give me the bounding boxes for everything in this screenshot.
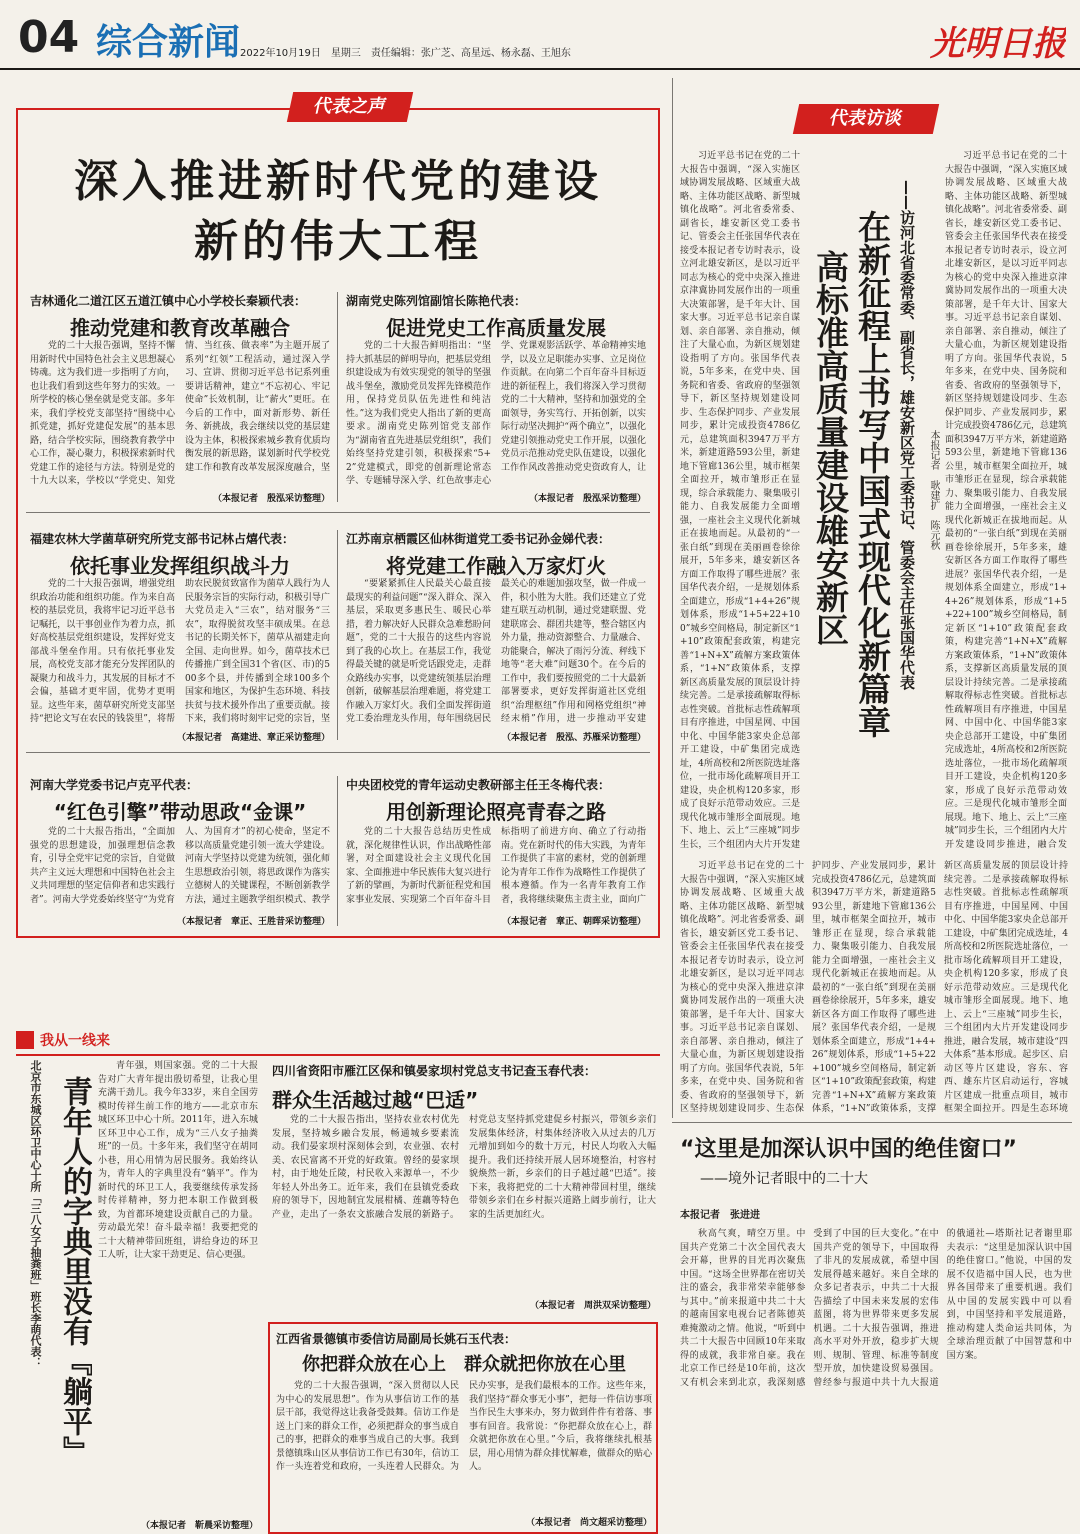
article-title: 促进党史工作高质量发展 <box>386 316 606 340</box>
frontline-body: 青年强，则国家强。党的二十大报告对广大青年提出殷切希望，让我心里充满干劲儿。我今年33岁，来自全国劳模时传祥生前工作的地方——北京市东城区环卫中心十所。2011年，进入东城区环卫中心工作，成为“三八女子抽粪班”的一员。十多年来，我们坚守在胡同小巷，用心用情为居民服务。我始终认为，青年人的字典里没有“躺平”。作为新时代的环卫工人，我要继续传承发扬时传祥精神，努力把本职工作做到极致，为首都环境建设贡献自己的力量。劳动最光荣！奋斗最幸福！我要把党的二十大精神带回班组，讲给身边的环卫工人听，让大家干劲更足、信心更强。 <box>98 1061 258 1260</box>
frontline-ribbon: 我从一线来 <box>40 1033 110 1049</box>
article-byline: （本报记者 章正、王胜昔采访整理） <box>176 917 330 927</box>
article-body: 党的二十大报告总结历史性成就，深化规律性认识，作出战略性部署，对全面建设社会主义现代化国家、全面推进中华民族伟大复兴进行了新的擘画，为新时代新征程党和国家事业发展、实现第二个百年奋斗目标指明了前进方向、确立了行动指南。党在新时代的伟大实践，为青年工作提供了丰富的素材，党的创新理论为青年工作作为战略性工作提供了根本遵循。作为一名青年教育工作者，我将继续聚焦主责主业，面向广 <box>346 827 646 905</box>
voice-headline <box>30 152 646 272</box>
window-reporter: 本报记者 张进进 <box>680 1210 760 1221</box>
article-body: 党的二十大报告强调，增强党组织政治功能和组织功能。作为来自高校的基层党员，我将牢记习近平总书记嘱托，以干事创业作为着力点，抓好高校基层党组织建设，发挥好党支部战斗堡垒作用。只有依托事业发展，高校党支部才能充分发挥团队的凝聚力和战斗力，其发展的目标才不会偏，基础才更牢固，优势才更明显。这些年来，菌草研究所党支部坚持“把论文写在农民的钱袋里”，将帮助农民脱贫致富作为菌草人践行为人民服务宗旨的实际行动，积极引导广大党员走入“三农”，结对服务“三农”，取得脱贫攻坚丰硕成果。在总书记的长期关怀下，菌草从福建走向全国、走向世界。如今，菌草技术已传播推广到全国31个省(区、市)的500多个县，并传播到全球100多个国家和地区，为保护生态环境、科技扶贫与技术援外作出了重要贡献。接下来，我们将时刻牢记党的宗旨，坚 <box>30 579 330 724</box>
interview-headline-col2: 高标准高质量建设雄安新区 <box>811 250 850 646</box>
voice-tag: 代表之声 <box>287 92 413 122</box>
article-byline: （本报记者 殷泓采访整理） <box>528 494 646 504</box>
article-body: 党的二十大报告指出，坚持农业农村优先发展，坚持城乡融合发展，畅通城乡要素流动。我们晏家坝村深刻体会到，农业强、农村美、农民富离不开党的好政策。曾经的晏家坝村，由于地处丘陵，村民收入来源单一，不少年轻人外出务工。近年来，我们在县镇党委政府的领导下，因地制宜发展柑橘、莲藕等特色产业，走出了一条农文旅融合发展的新路子。村党总支坚持抓党建促乡村振兴，带领乡亲们发展集体经济，村集体经济收入从过去的几万元增加到如今的数十万元，村民人均收入大幅提升。我们还持续开展人居环境整治，村容村貌焕然一新，乡亲们的日子越过越“巴适”。接下来，我将把党的二十大精神带回村里，继续带领乡亲们在乡村振兴道路上阔步前行，让大家的生活更加红火。 <box>272 1115 656 1220</box>
article-body: 党的二十大报告强调，“深入贯彻以人民为中心的发展思想”。作为从事信访工作的基层干部，我觉得这让我备受鼓舞。信访工作是送上门来的群众工作，必须把群众的事当成自己的事，把群众的难事当成自己的大事。我到景德镇珠山区从事信访工作已有30年，信访工作一头连着党和政府，一头连着人民群众。为民办实事，是我们最根本的工作。这些年来，我们坚持“群众事无小事”，把每一件信访事项当作民生大事来办，努力做到件件有着落、事事有回音。我常说：“你把群众放在心上，群众就把你放在心里。”今后，我将继续扎根基层，用心用情为群众排忧解难，做群众的贴心人。 <box>276 1381 652 1472</box>
article-title: 群众生活越过越“巴适” <box>272 1088 479 1112</box>
column-divider <box>337 530 338 740</box>
frontline-headline: 青年人的字典里没有『躺平』 <box>57 1076 92 1466</box>
article-byline: （本报记者 周洪双采访整理） <box>529 1301 656 1311</box>
interview-body-lower: 习近平总书记在党的二十大报告中强调，“深入实施区域协调发展战略、区域重大战略、主体功能区战略、新型城镇化战略”。河北省委常委、副省长，雄安新区党工委书记、管委会主任张国华代表在接受本报记者专访时表示，设立河北雄安新区，是以习近平同志为核心的党中央深入推进京津冀协同发展作出的一项重大决策部署，是千年大计、国家大事。习近平总书记亲自谋划、亲自部署、亲自推动，倾注了大量心血，为新区规划建设指明了方向。张国华代表说，5年多来，在党中央、国务院和省委、省政府的坚强领导下，新区坚持规划建设同步、生态保护同步、产业发展同步，累计完成投资4786亿元，总建筑面积3947万平方米，新建道路593公里，新建地下管廊136公里，城市框架全面拉开，城市雏形正在显现，综合承载能力、聚集吸引能力、自我发展能力全面增强，一座社会主义现代化新城正在拔地而起。从最初的“一张白纸”到现在美丽画卷徐徐展开，5年多来，雄安新区各方面工作取得了哪些进展？张国华代表介绍，一是规划体系全面建立，形成“1+4+26”规划体系，形成“1+5+22+100”城乡空间格局，制定新区“1+10”政策配套政策，构建完善“1+N+X”疏解方案政策体系，“1+N”政策体系，支撑新区高质量发展的顶层设计持续完善。二是承接疏解取得标志性突破。首批标志性疏解项目有序推进，中国星网、中国中化、中国华能3家央企总部开工建设，中矿集团完成选址，4所高校和2所医院选址落位，一批市场化疏解项目开工建设，央企机构120多家，形成了良好示范带动效应。三是现代化城市雏形全面展现。地下、地上、云上“三座城”同步生长，三个组团内大片开发建设同步推进，融合发展，城市建设“四大体系”基本形成。起步区、启动区等片区建设，容东、容西、雄东片区启动运行，容城片区建成一批重点项目，城市框架全面拉开。四是生态环境 <box>680 861 1068 1114</box>
article-byline: （本报记者 殷泓采访整理） <box>212 494 330 504</box>
article-label: 福建农林大学菌草研究所党支部书记林占熺代表： <box>30 532 295 546</box>
article-title: 用创新理论照亮青春之路 <box>386 800 606 824</box>
article-title: “红色引擎”带动思政“金课” <box>53 800 307 824</box>
column-divider <box>337 776 338 926</box>
interview-headline-col1: 在新征程上书写中国式现代化新篇章 <box>853 210 892 738</box>
window-body: 秋高气爽，晴空万里。中国共产党第二十次全国代表大会开幕，世界的目光再次聚焦中国。“这场全世界都在密切关注的盛会，我非常荣幸能够参与其中。”前来报道中共二十大的越南国家电视台记者陈德英难掩激动之情。他说，“听到中共二十大报告中回顾10年来取得的成就，我非常自豪。我在北京工作已经是10年前，这次又有机会来到北京，我深刻感受到了中国的巨大变化。”在中国共产党的领导下，中国取得了非凡的发展成就，希望中国发展得越来越好。来自全球的众多记者表示，中共二十大报告描绘了中国未来发展的宏伟蓝图，将为世界带来更多发展机遇。二十大报告强调，推进高水平对外开放，稳步扩大规则、规制、管理、标准等制度型开放，加快建设贸易强国。曾经参与报道中共十九大报道的俄通社—塔斯社记者谢里耶夫表示：“这里是加深认识中国的绝佳窗口。”他说，中国的发展不仅造福中国人民，也为世界各国带来了重要机遇。我们从中国的发展实践中可以看到，中国坚持和平发展道路，推动构建人类命运共同体，为全球治理贡献了中国智慧和中国方案。 <box>680 1229 1072 1388</box>
article-byline: （本报记者 尚文超采访整理） <box>525 1518 652 1528</box>
row-divider <box>26 512 650 513</box>
article-label: 河南大学党委书记卢克平代表： <box>30 778 199 792</box>
interview-tag: 代表访谈 <box>793 104 939 134</box>
voice-headline-line1: 深入推进新时代党的建设 <box>74 156 602 207</box>
article-body: 党的二十大报告指出，“全面加强党的思想建设，加强理想信念教育，引导全党牢记党的宗旨，自觉做共产主义远大理想和中国特色社会主义共同理想的坚定信仰者和忠实践行者”。河南大学党委始终坚守“为党育人、为国育才”的初心使命，坚定不移以高质量党建引领一流大学建设。河南大学坚持以党建为统领，强化师生思想政治引领，将思政课作为落实立德树人的关键课程，不断创新教学方法，通过主题教学组织模式、教学 <box>30 827 330 905</box>
article-label: 吉林通化二道江区五道江镇中心小学校长秦颖代表： <box>30 294 307 308</box>
article-body: “要紧紧抓住人民最关心最直接最现实的利益问题”“深入群众、深入基层，采取更多惠民生、暖民心举措，着力解决好人民群众急难愁盼问题”，党的二十大报告的这些内容说到了我的心坎上。在基层工作，我觉得最关键的就是听党话跟党走，走群众路线办实事，以党建统领基层治理创新，破解基层治理难题，将党建工作融入万家灯火。我们全面发挥街道党工委治理龙头作用，每年围绕居民最关心的难题加强攻坚，做一件成一件，积小胜为大胜。我们还建立了党建互联互动机制，通过党建联盟、党建联席会、群团共建等，整合辖区内外力量，推动资源整合、力量融合、功能聚合，解决了雨污分流、秤线下地等“老大难”问题30个。在今后的工作中，我们要按照党的二十大最新部署要求，更好发挥街道社区党组织“治理枢纽”作用和网格党组织“神经末梢”作用，进一步推动平安建 <box>346 579 646 724</box>
article-byline: （本报记者 章正、朝晖采访整理） <box>501 917 646 927</box>
ribbon-rule <box>16 1054 660 1056</box>
date-line: 2022年10月19日 星期三 责任编辑：张广芝、高星远、杨永磊、王旭东 <box>240 48 571 59</box>
article-byline: （本报记者 高建进、章正采访整理） <box>176 733 330 743</box>
window-headline: “这里是加深认识中国的绝佳窗口” <box>680 1137 1017 1162</box>
newspaper-logo: 光明日报 <box>930 24 1066 64</box>
article-title: 将党建工作融入万家灯火 <box>386 554 606 578</box>
article-label: 湖南党史陈列馆副馆长陈艳代表： <box>346 294 527 308</box>
window-subtitle: ——境外记者眼中的二十大 <box>700 1171 868 1187</box>
voice-headline-line2: 新的伟大工程 <box>194 216 482 267</box>
interview-body-cont: 习近平总书记在党的二十大报告中强调，“深入实施区域协调发展战略、区域重大战略、主体功能区战略、新型城镇化战略”。河北省委常委、副省长，雄安新区党工委书记、管委会主任张国华代表在接受本报记者专访时表示，设立河北雄安新区，是以习近平同志为核心的党中央深入推进京津冀协同发展作出的一项重大决策部署，是千年大计、国家大事。习近平总书记亲自谋划、亲自部署、亲自推动，倾注了大量心血，为新区规划建设指明了方向。张国华代表说，5年多来，在党中央、国务院和省委、省政府的坚强领导下，新区坚持规划建设同步、生态保护同步、产业发展同步，累计完成投资4786亿元，总建筑面积3947万平方米，新建道路593公里，新建地下管廊136公里，城市框架全面拉开，城市雏形正在显现，综合承载能力、聚集吸引能力、自我发展能力全面增强，一座社会主义现代化新城正在拔地而起。从最初的“一张白纸”到现在美丽画卷徐徐展开，5年多来，雄安新区各方面工作取得了哪些进展？张国华代表介绍，一是规划体系全面建立，形成“1+4+26”规划体系，形成“1+5+22+100”城乡空间格局，制定新区“1+10”政策配套政策，构建完善“1+N+X”疏解方案政策体系，“1+N”政策体系，支撑新区高质量发展的顶层设计持续完善。二是承接疏解取得标志性突破。首批标志性疏解项目有序推进，中国星网、中国中化、中国华能3家央企总部开工建设，中矿集团完成选址，4所高校和2所医院选址落位，一批市场化疏解项目开工建设，央企机构120多家，形成了良好示范带动效应。三是现代化城市雏形全面展现。地下、地上、云上“三座城”同步生长，三个组团内大片开发建设同步推进，融合发 <box>945 151 1067 850</box>
article-title: 依托事业发挥组织战斗力 <box>70 554 290 578</box>
frontline-byline: （本报记者 靳晨采访整理） <box>140 1521 258 1531</box>
article-body: 党的二十大报告鲜明指出：“坚持大抓基层的鲜明导向，把基层党组织建设成为有效实现党的领导的坚强战斗堡垒，激励党员发挥先锋模范作用，保持党员队伍先进性和纯洁性。”这为我们党史人指出了新的更高要求。湖南党史陈列馆党支部作为“湖南省直先进基层党组织”，我们始终坚持党建引领，积极探索“5+2”党建模式，即党的创新理论常态学、专题辅导深入学、红色故事走心学、党课观影活跃学、革命精神实地学，以及立足职能办实事、立足岗位作贡献。在向第二个百年奋斗目标迈进的新征程上，我们将深入学习贯彻党的二十大精神，坚持和加强党的全面领导，务实笃行、开拓创新，以实际行动坚决拥护“两个确立”，以强化党建引领推动党史工作开展，以强化党员示范推动党史队伍建设，以强化工作作风改善推动党史资政育人，让 <box>346 341 646 486</box>
interview-reporter: 本报记者 耿建扩 陈元秋 <box>928 430 939 550</box>
section-title: 综合新闻 <box>96 22 241 63</box>
article-label: 江苏南京栖霞区仙林街道党工委书记孙金娣代表： <box>346 532 611 546</box>
article-label: 四川省资阳市雁江区保和镇晏家坝村党总支书记查玉春代表： <box>272 1064 597 1078</box>
article-body: 党的二十大报告强调，坚持不懈用新时代中国特色社会主义思想凝心铸魂。这为我们进一步指明了方向，也让我们看到这些年努力的实效。一所学校的核心堡垒就是党支部。多年来，我们学校党支部坚持“围绕中心抓党建，抓好党建促发展”的基本思路，结合学校实际，围绕教育教学中心工作，凝心聚力，积极探索新时代党建工作的途径与方法。特别是党的十九大以来，学校以“学党史、知党情、当红孩、做表率”为主题开展了系列“红领”工程活动，通过深入学习、宣讲、贯彻习近平总书记系列重要讲话精神，建立“不忘初心、牢记使命”长效机制，让“薪火”更旺。在今后的工作中，面对新形势、新任务、新挑战，我会继续以党的基层建设为主体，积极探索城乡教育优质均衡发展的新思路，谋划新时代学校党建工作和教育改革发展深度融合，坚 <box>30 341 330 486</box>
page-number: 04 <box>18 12 80 63</box>
article-title: 你把群众放在心上 群众就把你放在心里 <box>302 1354 626 1375</box>
row-divider <box>26 752 650 753</box>
frontline-label: 北京市东城区环卫中心十所「三八女子抽粪班」班长李萌代表： <box>29 1060 42 1368</box>
article-byline: （本报记者 殷泓、苏雁采访整理） <box>501 733 646 743</box>
interview-body: 习近平总书记在党的二十大报告中强调，“深入实施区域协调发展战略、区域重大战略、主体功能区战略、新型城镇化战略”。河北省委常委、副省长，雄安新区党工委书记、管委会主任张国华代表在接受本报记者专访时表示，设立河北雄安新区，是以习近平同志为核心的党中央深入推进京津冀协同发展作出的一项重大决策部署，是千年大计、国家大事。习近平总书记亲自谋划、亲自部署、亲自推动，倾注了大量心血，为新区规划建设指明了方向。张国华代表说，5年多来，在党中央、国务院和省委、省政府的坚强领导下，新区坚持规划建设同步、生态保护同步、产业发展同步，累计完成投资4786亿元，总建筑面积3947万平方米，新建道路593公里，新建地下管廊136公里，城市框架全面拉开，城市雏形正在显现，综合承载能力、聚集吸引能力、自我发展能力全面增强，一座社会主义现代化新城正在拔地而起。从最初的“一张白纸”到现在美丽画卷徐徐展开，5年多来，雄安新区各方面工作取得了哪些进展？张国华代表介绍，一是规划体系全面建立，形成“1+4+26”规划体系，形成“1+5+22+100”城乡空间格局，制定新区“1+10”政策配套政策，构建完善“1+N+X”疏解方案政策体系，“1+N”政策体系，支撑新区高质量发展的顶层设计持续完善。二是承接疏解取得标志性突破。首批标志性疏解项目有序推进，中国星网、中国中化、中国华能3家央企总部开工建设，中矿集团完成选址，4所高校和2所医院选址落位，一批市场化疏解项目开工建设，央企机构120多家，形成了良好示范带动效应。三是现代化城市雏形全面展现。地下、地上、云上“三座城”同步生长，三个组团内大片开发建 <box>680 151 800 850</box>
interview-subtitle: ——访河北省委常委、副省长，雄安新区党工委书记、管委会主任张国华代表 <box>898 180 916 690</box>
column-divider <box>337 292 338 502</box>
ribbon-icon <box>16 1031 34 1049</box>
article-title: 推动党建和教育改革融合 <box>70 316 290 340</box>
column-divider <box>672 78 673 1118</box>
article-label: 中央团校党的青年运动史教研部主任王冬梅代表： <box>346 778 611 792</box>
article-label: 江西省景德镇市委信访局副局长姚石玉代表： <box>276 1332 517 1346</box>
row-divider <box>672 1122 1072 1123</box>
